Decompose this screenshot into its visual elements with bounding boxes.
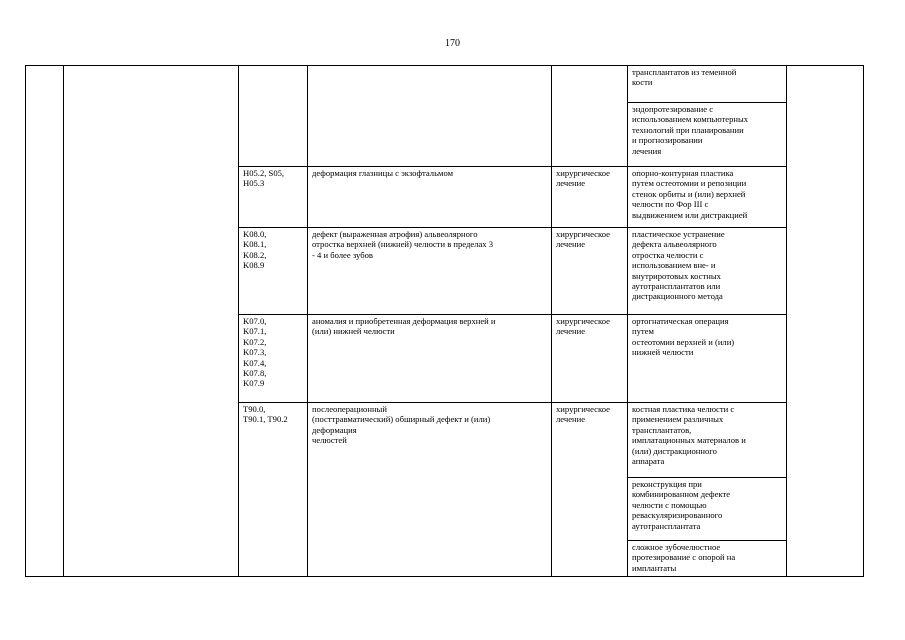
- condition-cell: аномалия и приобретенная деформация верхней и (или) нижней челюсти: [308, 315, 552, 403]
- method-cell: ортогнатическая операция путем остеотомии верхней и (или) нижней челюсти: [628, 315, 787, 403]
- method-cell: реконструкция при комбинированном дефекте челюсти с помощью реваскуляризированного аутотрансплантата: [628, 478, 787, 541]
- procedures-table: [25, 65, 864, 577]
- condition-cell: послеоперационный (посттравматический) обширный дефект и (или) деформация челюстей: [308, 403, 552, 577]
- codes-cell: T90.0, T90.1, T90.2: [239, 403, 308, 577]
- codes-cell: K07.0, K07.1, K07.2, K07.3, K07.4, K07.8, K07.9: [239, 315, 308, 403]
- condition-cell: деформация глазницы с экзофтальмом: [308, 167, 552, 228]
- cost-column-cell: [787, 66, 864, 577]
- treatment-type-cell: [552, 66, 628, 167]
- codes-cell: K08.0, K08.1, K08.2, K08.9: [239, 228, 308, 315]
- treatment-type-cell: хирургическое лечение: [552, 315, 628, 403]
- method-cell: сложное зубочелюстное протезирование с опорой на имплантаты: [628, 541, 787, 577]
- method-cell: опорно-контурная пластика путем остеотомии и репозиции стенок орбиты и (или) верхней челюсти по Фор III с выдвижением или дистракцией: [628, 167, 787, 228]
- codes-cell: [239, 66, 308, 167]
- treatment-type-cell: хирургическое лечение: [552, 228, 628, 315]
- table-row: [26, 66, 864, 103]
- condition-cell: дефект (выраженная атрофия) альвеолярного отростка верхней (нижней) челюсти в пределах 3 - 4 и более зубов: [308, 228, 552, 315]
- method-cell: трансплантатов из теменной кости: [628, 66, 787, 103]
- method-cell: пластическое устранение дефекта альвеолярного отростка челюсти с использованием вне- и внутриротовых костных аутотрансплантатов или дистракционного метода: [628, 228, 787, 315]
- method-cell: эндопротезирование с использованием компьютерных технологий при планировании и прогнозировании лечения: [628, 103, 787, 167]
- profile-column-cell: [64, 66, 239, 577]
- condition-cell: [308, 66, 552, 167]
- number-column-cell: [26, 66, 64, 577]
- page-number: 170: [445, 38, 460, 49]
- codes-cell: H05.2, S05, H05.3: [239, 167, 308, 228]
- treatment-type-cell: хирургическое лечение: [552, 167, 628, 228]
- method-cell: костная пластика челюсти с применением различных трансплантатов, имплатационных материалов и (или) дистракционного аппарата: [628, 403, 787, 478]
- treatment-type-cell: хирургическое лечение: [552, 403, 628, 577]
